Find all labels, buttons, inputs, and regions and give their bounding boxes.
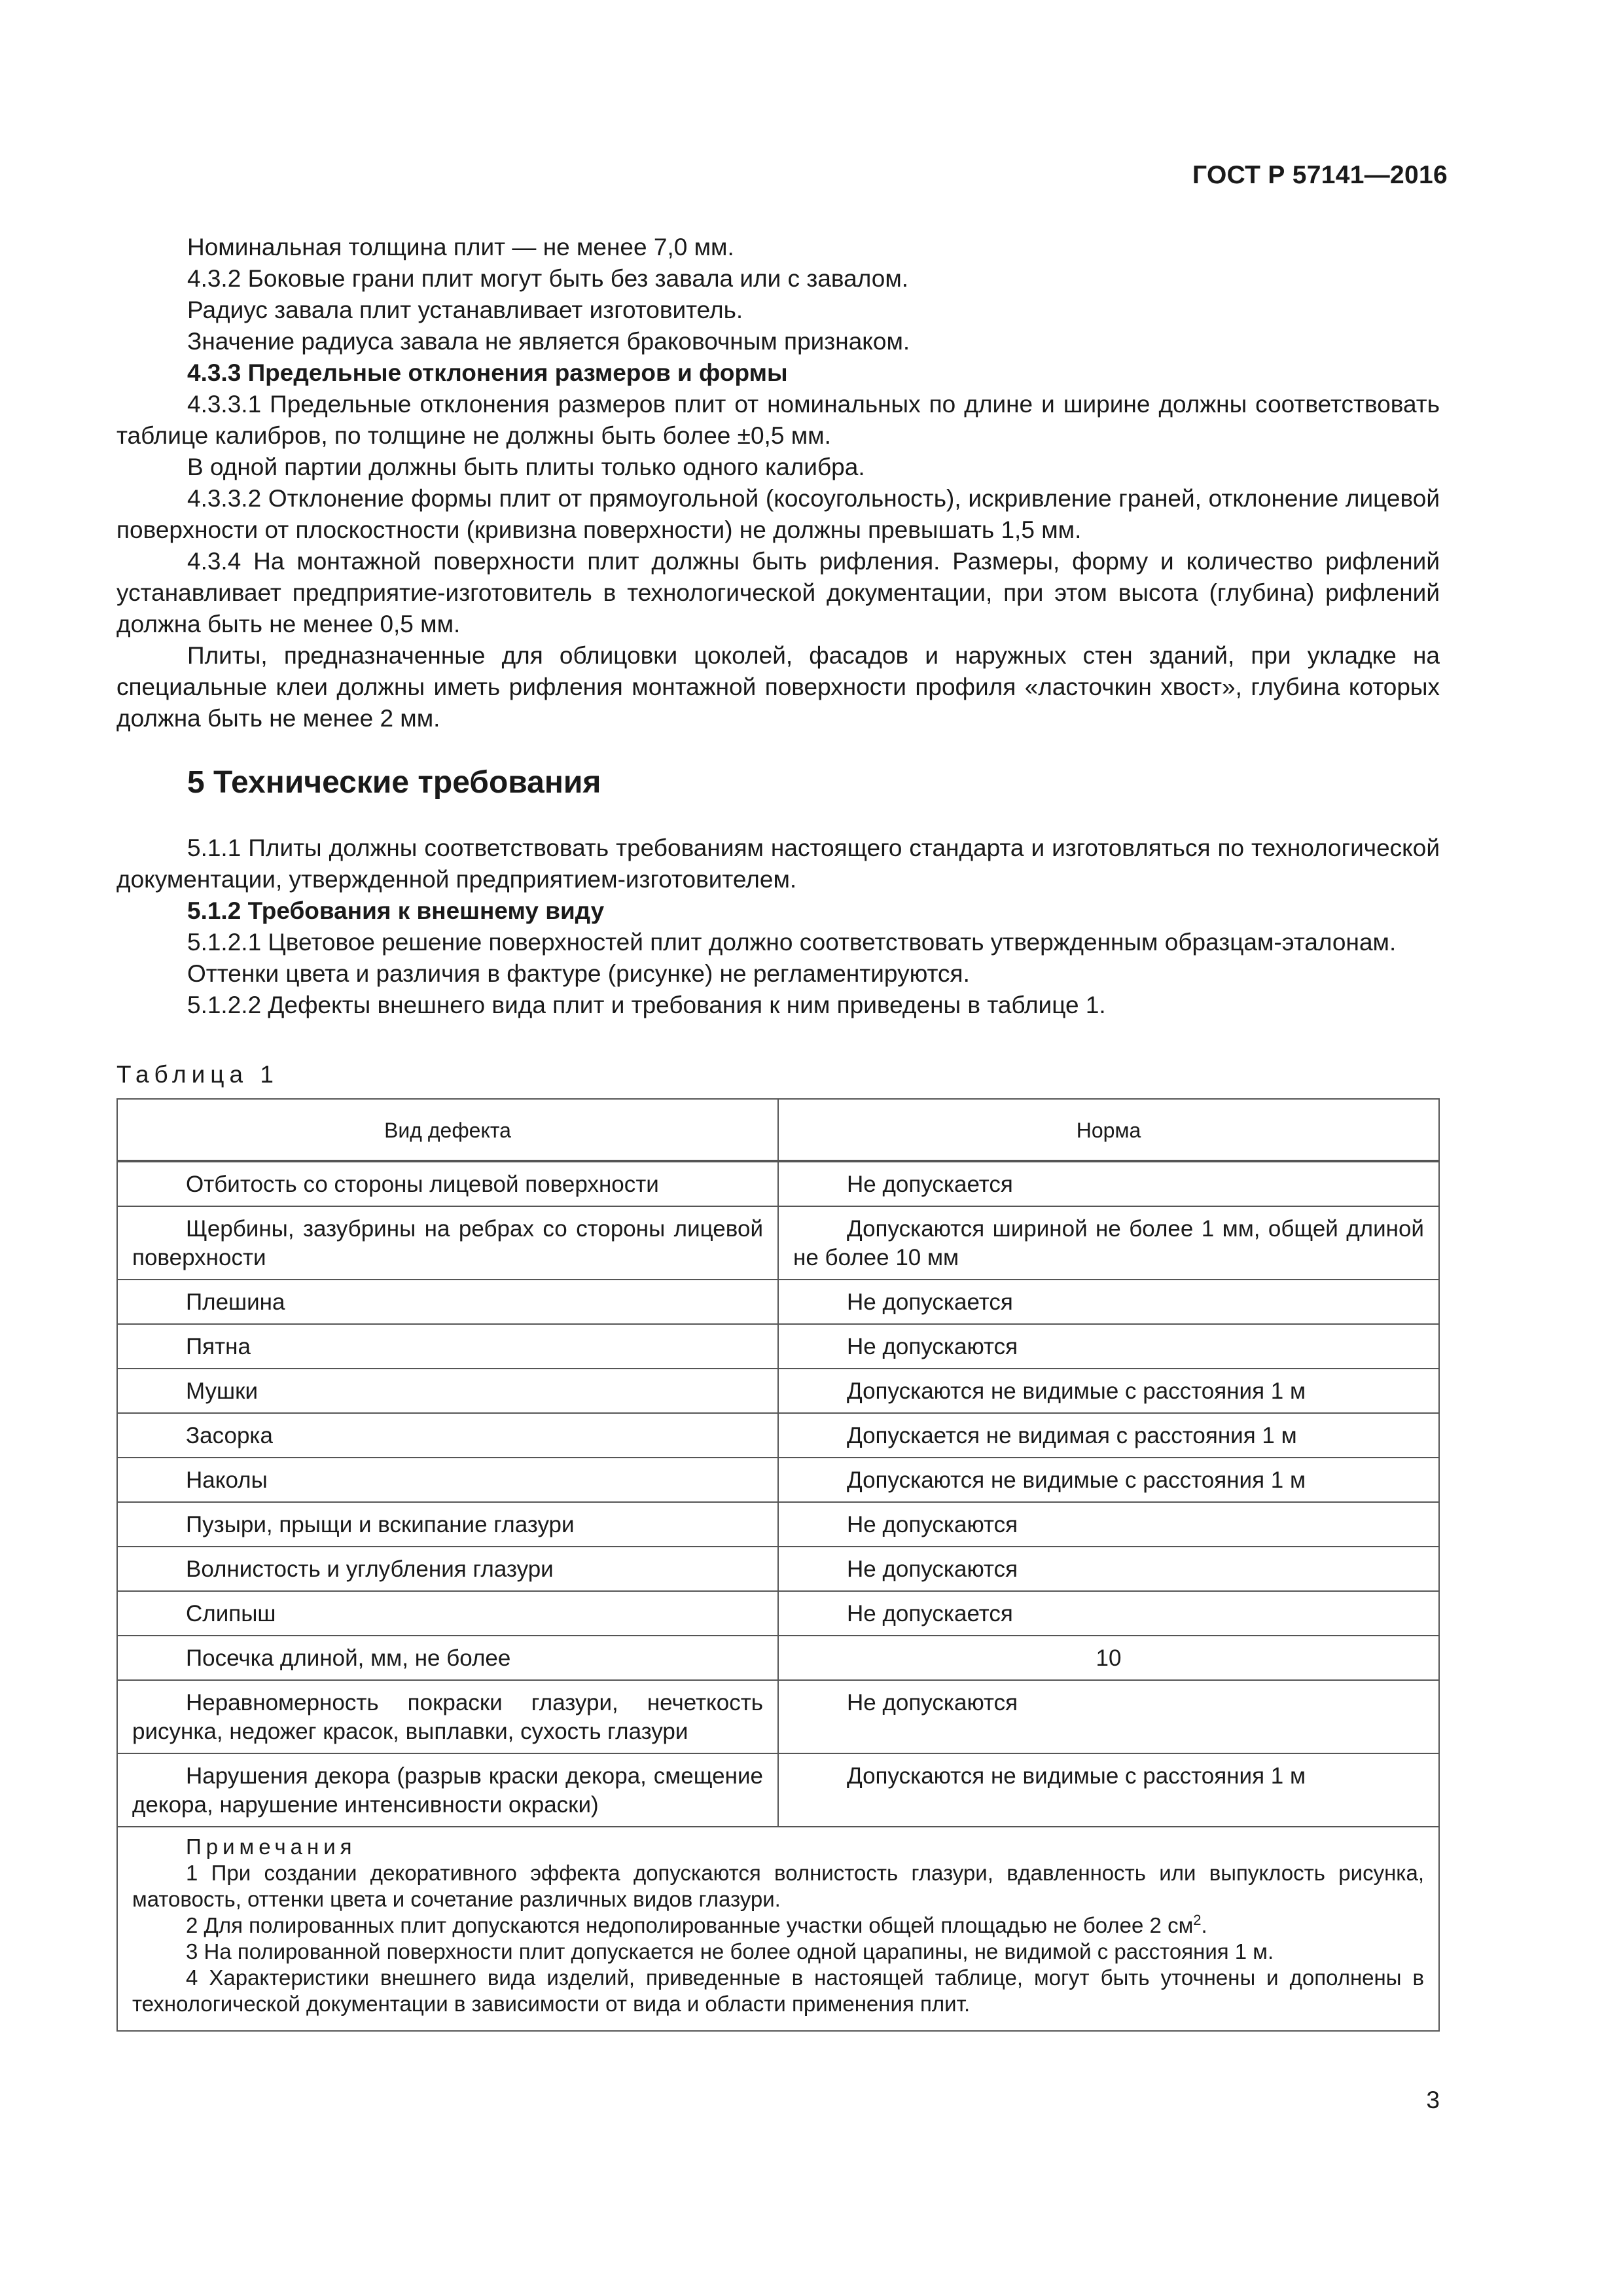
paragraph: Оттенки цвета и различия в фактуре (рисунке) не регламентируются. [187, 960, 970, 987]
table-row [117, 1591, 1439, 1636]
norm-cell: Допускается не видимая с расстояния 1 м [778, 1413, 1439, 1458]
subsection-heading: 4.3.3 Предельные отклонения размеров и формы [187, 359, 788, 386]
table-notes-row [117, 1827, 1439, 2031]
paragraph: Радиус завала плит устанавливает изготовитель. [187, 296, 743, 323]
note-tail: . [1201, 1913, 1207, 1937]
page-content [116, 232, 1440, 2032]
table-row [117, 1161, 1439, 1206]
paragraph: 4.3.2 Боковые грани плит могут быть без завала или с завалом. [187, 265, 909, 292]
paragraph: 4.3.3.2 Отклонение формы плит от прямоугольной (косоугольность), искривление граней, отклонение лицевой поверхности от плоскостности (кривизна поверхности) не должны превышать 1,5 мм. [116, 485, 1440, 543]
paragraph: Значение радиуса завала не является браковочным признаком. [187, 328, 910, 355]
paragraph: 5.1.2.2 Дефекты внешнего вида плит и требования к ним приведены в таблице 1. [187, 992, 1106, 1018]
section-heading: 5 Технические требования [187, 765, 601, 800]
note-item [132, 1912, 1424, 1939]
table-row [117, 1280, 1439, 1324]
norm-cell: 10 [778, 1636, 1439, 1680]
table-row [117, 1324, 1439, 1369]
paragraph: 4.3.4 На монтажной поверхности плит должны быть рифления. Размеры, форму и количество рифлений устанавливает предприятие-изготовитель в технологической документации, при этом высота (глубина) рифлений должна быть не менее 0,5 мм. [116, 548, 1440, 637]
paragraph: Номинальная толщина плит — не менее 7,0 мм. [187, 234, 734, 260]
table-row [117, 1502, 1439, 1547]
table-row [117, 1680, 1439, 1753]
defect-cell: Плешина [117, 1280, 778, 1324]
page-number: 3 [1426, 2087, 1440, 2113]
defect-cell: Отбитость со стороны лицевой поверхности [117, 1161, 778, 1206]
defect-cell: Неравномерность покраски глазури, нечеткость рисунка, недожег красок, выплавки, сухость глазури [117, 1680, 778, 1753]
table-row [117, 1458, 1439, 1502]
note-item: 3 На полированной поверхности плит допускается не более одной царапины, не видимой с расстояния 1 м. [186, 1939, 1274, 1964]
table-row [117, 1206, 1439, 1280]
norm-cell: Не допускаются [778, 1547, 1439, 1591]
notes-title: Примечания [186, 1835, 357, 1859]
paragraph: 5.1.1 Плиты должны соответствовать требованиям настоящего стандарта и изготовляться по технологической документации, утвержденной предприятием-изготовителем. [116, 834, 1440, 893]
norm-cell: Не допускается [778, 1161, 1439, 1206]
document-code: ГОСТ Р 57141—2016 [1192, 161, 1448, 189]
norm-cell: Не допускается [778, 1280, 1439, 1324]
note-item: 4 Характеристики внешнего вида изделий, приведенные в настоящей таблице, могут быть уточнены и дополнены в технологической документации в зависимости от вида и области применения плит. [132, 1965, 1424, 2016]
note-superscript: 2 [1193, 1912, 1202, 1928]
paragraph: В одной партии должны быть плиты только одного калибра. [187, 454, 865, 480]
defect-cell: Слипыш [117, 1591, 778, 1636]
table-caption: Таблица 1 [116, 1061, 279, 1088]
note-item: 1 При создании декоративного эффекта допускаются волнистость глазури, вдавленность или выпуклость рисунка, матовость, оттенки цвета и сочетание различных видов глазури. [132, 1861, 1424, 1911]
paragraph: 5.1.2.1 Цветовое решение поверхностей плит должно соответствовать утвержденным образцам-эталонам. [187, 929, 1397, 956]
defect-cell: Мушки [117, 1369, 778, 1413]
table-header-row [117, 1099, 1439, 1161]
subsection-heading: 5.1.2 Требования к внешнему виду [187, 897, 605, 924]
defect-cell: Пятна [117, 1324, 778, 1369]
norm-cell: Допускаются не видимые с расстояния 1 м [778, 1458, 1439, 1502]
table-row [117, 1413, 1439, 1458]
defect-cell: Щербины, зазубрины на ребрах со стороны лицевой поверхности [117, 1206, 778, 1280]
defect-cell: Засорка [117, 1413, 778, 1458]
norm-cell: Не допускаются [778, 1502, 1439, 1547]
norm-cell: Не допускаются [778, 1680, 1439, 1753]
norm-cell: Допускаются не видимые с расстояния 1 м [778, 1369, 1439, 1413]
table-row [117, 1547, 1439, 1591]
defect-cell: Наколы [117, 1458, 778, 1502]
paragraph: Плиты, предназначенные для облицовки цоколей, фасадов и наружных стен зданий, при укладке на специальные клеи должны иметь рифления монтажной поверхности профиля «ласточкин хвост», глубина которых должна быть не менее 2 мм. [116, 642, 1440, 732]
column-header-defect: Вид дефекта [117, 1099, 778, 1161]
norm-cell: Допускаются не видимые с расстояния 1 м [778, 1753, 1439, 1827]
norm-cell: Не допускаются [778, 1324, 1439, 1369]
table-row [117, 1369, 1439, 1413]
table-notes [117, 1827, 1439, 2031]
paragraph: 4.3.3.1 Предельные отклонения размеров плит от номинальных по длине и ширине должны соответствовать таблице калибров, по толщине не должны быть более ±0,5 мм. [116, 391, 1440, 449]
norm-cell: Не допускается [778, 1591, 1439, 1636]
defect-cell: Волнистость и углубления глазури [117, 1547, 778, 1591]
note-text: 2 Для полированных плит допускаются недополированные участки общей площадью не более 2 см [186, 1913, 1194, 1937]
defect-cell: Нарушения декора (разрыв краски декора, смещение декора, нарушение интенсивности окраски) [117, 1753, 778, 1827]
table-row [117, 1753, 1439, 1827]
defect-cell: Посечка длиной, мм, не более [117, 1636, 778, 1680]
norm-cell: Допускаются шириной не более 1 мм, общей длиной не более 10 мм [778, 1206, 1439, 1280]
defect-cell: Пузыри, прыщи и вскипание глазури [117, 1502, 778, 1547]
defects-table [116, 1098, 1440, 2032]
table-row [117, 1636, 1439, 1680]
column-header-norm: Норма [778, 1099, 1439, 1161]
